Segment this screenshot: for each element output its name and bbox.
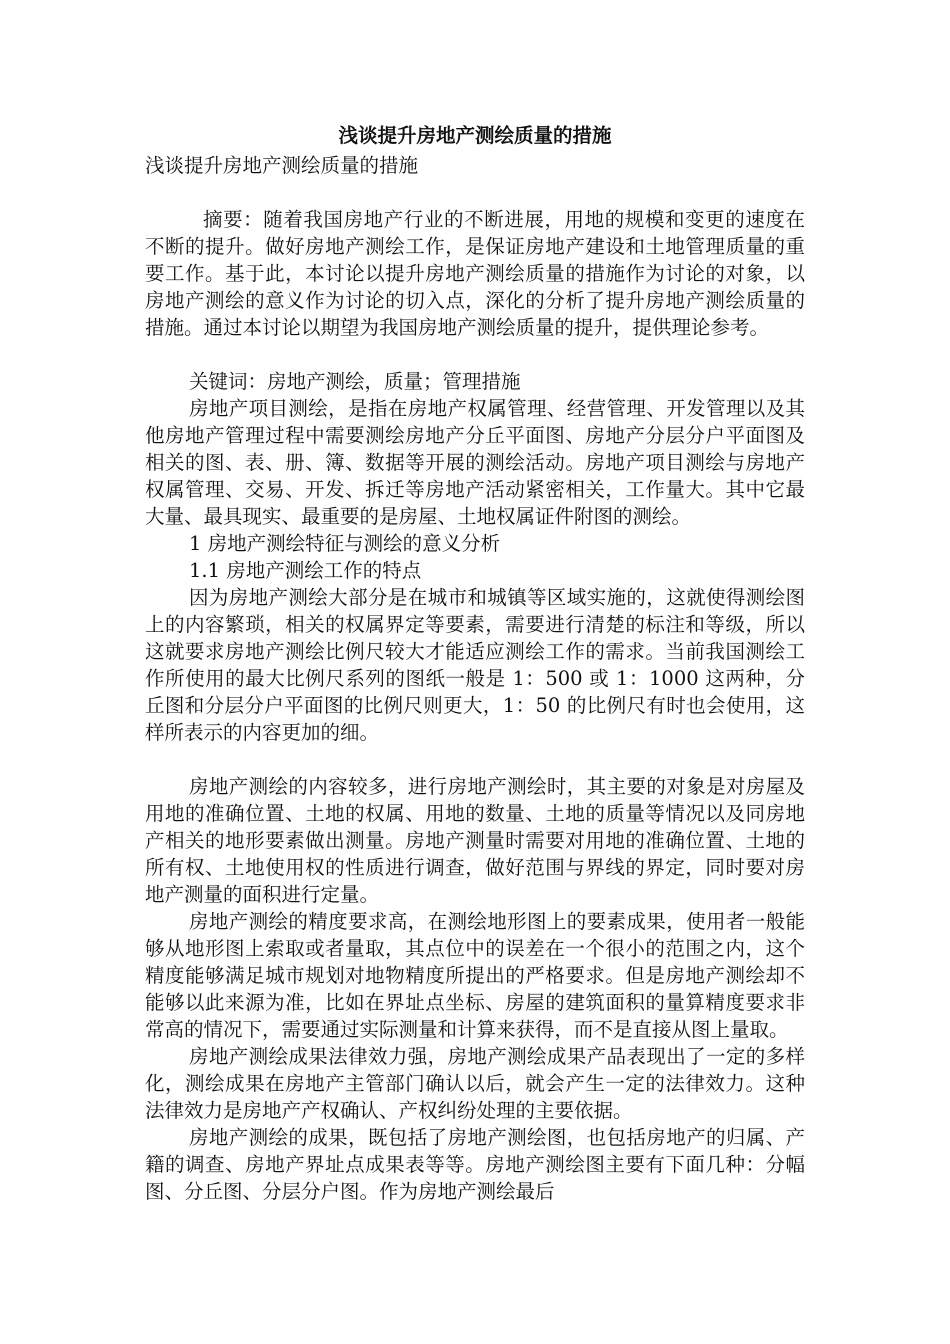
body-paragraph-1: 因为房地产测绘大部分是在城市和城镇等区域实施的，这就使得测绘图上的内容繁琐，相关的权属界定等要素，需要进行清楚的标注和等级，所以这就要求房地产测绘比例尺较大才能适应测绘工作的需求。当前我国测绘工作所使用的最大比例尺系列的图纸一般是 1：500 或 1：1000 这两种，分丘图和分层分户平面图的比例尺则更大，1：50 的比例尺有时也会使用，这样所表示的内容更加的细。: [145, 586, 805, 744]
section-heading-1: 1 房地产测绘特征与测绘的意义分析: [189, 532, 501, 555]
section-heading-1-1: 1.1 房地产测绘工作的特点: [189, 559, 422, 582]
body-paragraph-2: 房地产测绘的内容较多，进行房地产测绘时，其主要的对象是对房屋及用地的准确位置、土地的权属、用地的数量、土地的质量等情况以及同房地产相关的地形要素做出测量。房地产测量时需要对用地的准确位置、土地的所有权、土地使用权的性质进行调查，做好范围与界线的界定，同时要对房地产测量的面积进行定量。: [145, 775, 805, 906]
body-paragraph-3: 房地产测绘的精度要求高，在测绘地形图上的要素成果，使用者一般能够从地形图上索取或者量取，其点位中的误差在一个很小的范围之内，这个精度能够满足城市规划对地物精度所提出的严格要求。但是房地产测绘却不能够以此来源为准，比如在界址点坐标、房屋的建筑面积的量算精度要求非常高的情况下，需要通过实际测量和计算来获得，而不是直接从图上量取。: [145, 910, 805, 1041]
blank-line: [145, 179, 805, 206]
blank-line: [145, 341, 805, 368]
document-title: 浅谈提升房地产测绘质量的措施: [338, 124, 612, 147]
keywords-line: 关键词：房地产测绘，质量；管理措施: [189, 370, 521, 393]
document-subtitle: 浅谈提升房地产测绘质量的措施: [145, 154, 419, 177]
abstract-paragraph: 摘要：随着我国房地产行业的不断进展，用地的规模和变更的速度在不断的提升。做好房地产测绘工作，是保证房地产建设和土地管理质量的重要工作。基于此，本讨论以提升房地产测绘质量的措施作为讨论的对象，以房地产测绘的意义作为讨论的切入点，深化的分析了提升房地产测绘质量的措施。通过本讨论以期望为我国房地产测绘质量的提升，提供理论参考。: [145, 208, 805, 339]
body-paragraph-4: 房地产测绘成果法律效力强，房地产测绘成果产品表现出了一定的多样化，测绘成果在房地产主管部门确认以后，就会产生一定的法律效力。这种法律效力是房地产产权确认、产权纠纷处理的主要依据。: [145, 1045, 805, 1122]
blank-line: [145, 746, 805, 773]
intro-paragraph: 房地产项目测绘，是指在房地产权属管理、经营管理、开发管理以及其他房地产管理过程中需要测绘房地产分丘平面图、房地产分层分户平面图及相关的图、表、册、簿、数据等开展的测绘活动。房地产项目测绘与房地产权属管理、交易、开发、拆迁等房地产活动紧密相关，工作量大。其中它最大量、最具现实、最重要的是房屋、土地权属证件附图的测绘。: [145, 397, 805, 528]
document-body: [145, 120, 805, 1205]
body-paragraph-5: 房地产测绘的成果，既包括了房地产测绘图，也包括房地产的归属、产籍的调查、房地产界址点成果表等等。房地产测绘图主要有下面几种：分幅图、分丘图、分层分户图。作为房地产测绘最后: [145, 1126, 805, 1203]
